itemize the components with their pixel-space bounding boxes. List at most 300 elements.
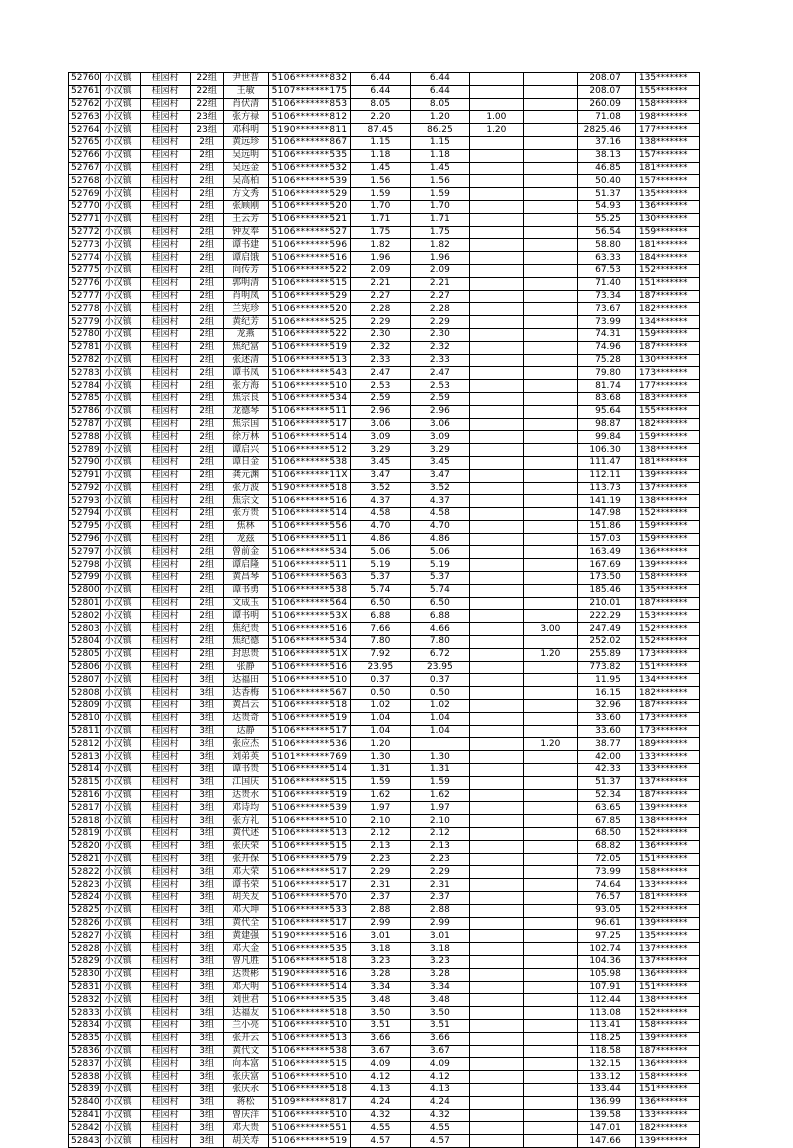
area-col-3-cell bbox=[523, 917, 577, 930]
area-col-3-cell bbox=[523, 584, 577, 597]
area-col-2-cell bbox=[469, 405, 523, 418]
area-col-1-cell: 3.06 bbox=[410, 418, 469, 431]
area-total-cell: 7.92 bbox=[350, 648, 410, 661]
village-cell: 桂园村 bbox=[140, 1096, 190, 1109]
area-col-3-cell bbox=[523, 764, 577, 777]
area-total-cell: 1.30 bbox=[350, 751, 410, 764]
amount-cell: 106.30 bbox=[577, 444, 635, 457]
area-col-1-cell: 2.29 bbox=[410, 866, 469, 879]
group-cell: 22组 bbox=[190, 85, 223, 98]
phone-number-cell: 173******* bbox=[635, 648, 699, 661]
person-name-cell: 肖伏清 bbox=[223, 98, 268, 111]
table-row bbox=[69, 674, 700, 687]
group-cell: 2组 bbox=[190, 367, 223, 380]
area-col-1-cell: 4.37 bbox=[410, 495, 469, 508]
record-number-cell: 52824 bbox=[69, 892, 101, 905]
township-cell: 小汉镇 bbox=[100, 892, 140, 905]
table-row bbox=[69, 1083, 700, 1096]
area-col-2-cell bbox=[469, 968, 523, 981]
area-col-3-cell bbox=[523, 802, 577, 815]
person-name-cell: 张方禄 bbox=[223, 111, 268, 124]
area-col-2-cell bbox=[469, 1007, 523, 1020]
person-name-cell: 黄昌云 bbox=[223, 700, 268, 713]
area-col-1-cell: 2.53 bbox=[410, 380, 469, 393]
area-col-2-cell bbox=[469, 802, 523, 815]
group-cell: 23组 bbox=[190, 111, 223, 124]
township-cell: 小汉镇 bbox=[100, 879, 140, 892]
township-cell: 小汉镇 bbox=[100, 354, 140, 367]
phone-number-cell: 152******* bbox=[635, 904, 699, 917]
township-cell: 小汉镇 bbox=[100, 149, 140, 162]
area-total-cell: 4.32 bbox=[350, 1109, 410, 1122]
area-col-1-cell: 1.96 bbox=[410, 252, 469, 265]
area-total-cell: 2.32 bbox=[350, 341, 410, 354]
village-cell: 桂园村 bbox=[140, 264, 190, 277]
person-name-cell: 谭书勇 bbox=[223, 584, 268, 597]
area-col-3-cell bbox=[523, 610, 577, 623]
area-col-2-cell bbox=[469, 930, 523, 943]
township-cell: 小汉镇 bbox=[100, 981, 140, 994]
table-row bbox=[69, 597, 700, 610]
area-col-2-cell bbox=[469, 1109, 523, 1122]
phone-number-cell: 155******* bbox=[635, 405, 699, 418]
area-col-1-cell: 1.02 bbox=[410, 700, 469, 713]
area-total-cell: 3.29 bbox=[350, 444, 410, 457]
area-col-2-cell bbox=[469, 917, 523, 930]
phone-number-cell: 181******* bbox=[635, 239, 699, 252]
person-name-cell: 黄昌琴 bbox=[223, 572, 268, 585]
record-number-cell: 52834 bbox=[69, 1019, 101, 1032]
group-cell: 3组 bbox=[190, 1135, 223, 1148]
area-col-2-cell bbox=[469, 367, 523, 380]
person-name-cell: 邓大荣 bbox=[223, 866, 268, 879]
record-number-cell: 52828 bbox=[69, 943, 101, 956]
area-col-2-cell bbox=[469, 981, 523, 994]
id-number-cell: 5106*******516 bbox=[268, 661, 350, 674]
person-name-cell: 尹世普 bbox=[223, 73, 268, 86]
township-cell: 小汉镇 bbox=[100, 456, 140, 469]
amount-cell: 93.05 bbox=[577, 904, 635, 917]
area-col-3-cell bbox=[523, 456, 577, 469]
record-number-cell: 52795 bbox=[69, 520, 101, 533]
record-number-cell: 52805 bbox=[69, 648, 101, 661]
area-total-cell: 2.28 bbox=[350, 303, 410, 316]
area-col-2-cell bbox=[469, 815, 523, 828]
village-cell: 桂园村 bbox=[140, 149, 190, 162]
village-cell: 桂园村 bbox=[140, 610, 190, 623]
id-number-cell: 5106*******563 bbox=[268, 572, 350, 585]
area-total-cell: 1.45 bbox=[350, 162, 410, 175]
area-col-1-cell: 4.13 bbox=[410, 1083, 469, 1096]
area-col-3-cell bbox=[523, 303, 577, 316]
table-row bbox=[69, 546, 700, 559]
area-total-cell: 7.66 bbox=[350, 623, 410, 636]
record-number-cell: 52801 bbox=[69, 597, 101, 610]
id-number-cell: 5106*******513 bbox=[268, 354, 350, 367]
area-col-3-cell bbox=[523, 943, 577, 956]
group-cell: 2组 bbox=[190, 149, 223, 162]
person-name-cell: 谭启兴 bbox=[223, 444, 268, 457]
group-cell: 23组 bbox=[190, 124, 223, 137]
amount-cell: 118.58 bbox=[577, 1045, 635, 1058]
area-col-3-cell bbox=[523, 354, 577, 367]
area-total-cell: 3.66 bbox=[350, 1032, 410, 1045]
area-col-3-cell bbox=[523, 341, 577, 354]
area-total-cell: 2.30 bbox=[350, 328, 410, 341]
village-cell: 桂园村 bbox=[140, 239, 190, 252]
group-cell: 3组 bbox=[190, 968, 223, 981]
township-cell: 小汉镇 bbox=[100, 188, 140, 201]
group-cell: 22组 bbox=[190, 98, 223, 111]
area-col-3-cell bbox=[523, 380, 577, 393]
village-cell: 桂园村 bbox=[140, 738, 190, 751]
area-col-2-cell bbox=[469, 1135, 523, 1148]
amount-cell: 113.73 bbox=[577, 482, 635, 495]
group-cell: 2组 bbox=[190, 456, 223, 469]
id-number-cell: 5106*******516 bbox=[268, 252, 350, 265]
id-number-cell: 5106*******510 bbox=[268, 1109, 350, 1122]
township-cell: 小汉镇 bbox=[100, 674, 140, 687]
township-cell: 小汉镇 bbox=[100, 815, 140, 828]
amount-cell: 76.57 bbox=[577, 892, 635, 905]
amount-cell: 46.85 bbox=[577, 162, 635, 175]
township-cell: 小汉镇 bbox=[100, 98, 140, 111]
amount-cell: 71.40 bbox=[577, 277, 635, 290]
person-name-cell: 邓大坤 bbox=[223, 904, 268, 917]
record-number-cell: 52790 bbox=[69, 456, 101, 469]
amount-cell: 118.25 bbox=[577, 1032, 635, 1045]
record-number-cell: 52838 bbox=[69, 1071, 101, 1084]
person-name-cell: 黄纪芳 bbox=[223, 316, 268, 329]
phone-number-cell: 138******* bbox=[635, 495, 699, 508]
phone-number-cell: 139******* bbox=[635, 917, 699, 930]
person-name-cell: 焦宗良 bbox=[223, 392, 268, 405]
amount-cell: 72.05 bbox=[577, 853, 635, 866]
table-row bbox=[69, 136, 700, 149]
id-number-cell: 5106*******536 bbox=[268, 738, 350, 751]
area-col-1-cell: 7.80 bbox=[410, 636, 469, 649]
area-col-2-cell bbox=[469, 879, 523, 892]
area-col-1-cell: 3.51 bbox=[410, 1019, 469, 1032]
person-name-cell: 兰宪珍 bbox=[223, 303, 268, 316]
person-name-cell: 达香梅 bbox=[223, 687, 268, 700]
phone-number-cell: 137******* bbox=[635, 482, 699, 495]
person-name-cell: 胡关友 bbox=[223, 892, 268, 905]
amount-cell: 73.67 bbox=[577, 303, 635, 316]
area-col-1-cell: 1.75 bbox=[410, 226, 469, 239]
id-number-cell: 5106*******518 bbox=[268, 700, 350, 713]
record-number-cell: 52763 bbox=[69, 111, 101, 124]
id-number-cell: 5106*******510 bbox=[268, 815, 350, 828]
phone-number-cell: 130******* bbox=[635, 213, 699, 226]
phone-number-cell: 173******* bbox=[635, 725, 699, 738]
area-col-3-cell bbox=[523, 789, 577, 802]
area-total-cell: 2.59 bbox=[350, 392, 410, 405]
area-col-1-cell: 4.24 bbox=[410, 1096, 469, 1109]
group-cell: 3组 bbox=[190, 930, 223, 943]
area-col-3-cell bbox=[523, 98, 577, 111]
village-cell: 桂园村 bbox=[140, 188, 190, 201]
township-cell: 小汉镇 bbox=[100, 700, 140, 713]
table-row bbox=[69, 815, 700, 828]
area-col-3-cell bbox=[523, 853, 577, 866]
area-total-cell: 2.88 bbox=[350, 904, 410, 917]
phone-number-cell: 152******* bbox=[635, 264, 699, 277]
table-row bbox=[69, 277, 700, 290]
township-cell: 小汉镇 bbox=[100, 277, 140, 290]
township-cell: 小汉镇 bbox=[100, 1007, 140, 1020]
township-cell: 小汉镇 bbox=[100, 828, 140, 841]
phone-number-cell: 158******* bbox=[635, 572, 699, 585]
area-total-cell: 1.18 bbox=[350, 149, 410, 162]
area-total-cell: 6.88 bbox=[350, 610, 410, 623]
township-cell: 小汉镇 bbox=[100, 508, 140, 521]
person-name-cell: 胡关寿 bbox=[223, 1135, 268, 1148]
amount-cell: 147.98 bbox=[577, 508, 635, 521]
person-name-cell: 达福友 bbox=[223, 1007, 268, 1020]
area-col-3-cell bbox=[523, 879, 577, 892]
amount-cell: 83.68 bbox=[577, 392, 635, 405]
id-number-cell: 5106*******517 bbox=[268, 917, 350, 930]
amount-cell: 104.36 bbox=[577, 955, 635, 968]
group-cell: 3组 bbox=[190, 764, 223, 777]
village-cell: 桂园村 bbox=[140, 661, 190, 674]
area-total-cell: 2.53 bbox=[350, 380, 410, 393]
phone-number-cell: 177******* bbox=[635, 124, 699, 137]
area-col-2-cell bbox=[469, 828, 523, 841]
group-cell: 2组 bbox=[190, 418, 223, 431]
person-name-cell: 达静 bbox=[223, 725, 268, 738]
amount-cell: 208.07 bbox=[577, 73, 635, 86]
group-cell: 2组 bbox=[190, 188, 223, 201]
area-col-3-cell: 3.00 bbox=[523, 623, 577, 636]
amount-cell: 141.19 bbox=[577, 495, 635, 508]
table-row bbox=[69, 853, 700, 866]
area-total-cell: 5.74 bbox=[350, 584, 410, 597]
record-number-cell: 52791 bbox=[69, 469, 101, 482]
record-number-cell: 52832 bbox=[69, 994, 101, 1007]
record-number-cell: 52822 bbox=[69, 866, 101, 879]
area-col-3-cell bbox=[523, 930, 577, 943]
record-number-cell: 52813 bbox=[69, 751, 101, 764]
area-col-2-cell bbox=[469, 380, 523, 393]
village-cell: 桂园村 bbox=[140, 1083, 190, 1096]
amount-cell: 79.80 bbox=[577, 367, 635, 380]
amount-cell: 67.85 bbox=[577, 815, 635, 828]
area-col-3-cell bbox=[523, 687, 577, 700]
village-cell: 桂园村 bbox=[140, 981, 190, 994]
record-number-cell: 52814 bbox=[69, 764, 101, 777]
area-total-cell: 87.45 bbox=[350, 124, 410, 137]
record-number-cell: 52833 bbox=[69, 1007, 101, 1020]
area-col-1-cell: 4.70 bbox=[410, 520, 469, 533]
area-total-cell: 1.15 bbox=[350, 136, 410, 149]
group-cell: 2组 bbox=[190, 520, 223, 533]
area-col-3-cell bbox=[523, 892, 577, 905]
area-col-2-cell bbox=[469, 1083, 523, 1096]
amount-cell: 74.31 bbox=[577, 328, 635, 341]
township-cell: 小汉镇 bbox=[100, 1019, 140, 1032]
township-cell: 小汉镇 bbox=[100, 725, 140, 738]
record-number-cell: 52809 bbox=[69, 700, 101, 713]
table-row bbox=[69, 73, 700, 86]
person-name-cell: 黄远珍 bbox=[223, 136, 268, 149]
area-col-3-cell bbox=[523, 572, 577, 585]
person-name-cell: 龙玆 bbox=[223, 533, 268, 546]
amount-cell: 74.64 bbox=[577, 879, 635, 892]
phone-number-cell: 139******* bbox=[635, 469, 699, 482]
village-cell: 桂园村 bbox=[140, 917, 190, 930]
area-col-1-cell: 2.59 bbox=[410, 392, 469, 405]
record-number-cell: 52772 bbox=[69, 226, 101, 239]
amount-cell: 50.40 bbox=[577, 175, 635, 188]
area-col-2-cell bbox=[469, 943, 523, 956]
record-number-cell: 52825 bbox=[69, 904, 101, 917]
village-cell: 桂园村 bbox=[140, 98, 190, 111]
amount-cell: 112.11 bbox=[577, 469, 635, 482]
area-col-3-cell bbox=[523, 85, 577, 98]
group-cell: 22组 bbox=[190, 73, 223, 86]
amount-cell: 63.33 bbox=[577, 252, 635, 265]
id-number-cell: 5106*******522 bbox=[268, 264, 350, 277]
group-cell: 3组 bbox=[190, 1083, 223, 1096]
table-row bbox=[69, 879, 700, 892]
record-number-cell: 52810 bbox=[69, 712, 101, 725]
area-col-1-cell: 2.21 bbox=[410, 277, 469, 290]
id-number-cell: 5107*******175 bbox=[268, 85, 350, 98]
table-row bbox=[69, 1071, 700, 1084]
record-number-cell: 52798 bbox=[69, 559, 101, 572]
person-name-cell: 张庆富 bbox=[223, 1071, 268, 1084]
village-cell: 桂园村 bbox=[140, 85, 190, 98]
area-total-cell: 2.47 bbox=[350, 367, 410, 380]
id-number-cell: 5106*******570 bbox=[268, 892, 350, 905]
phone-number-cell: 133******* bbox=[635, 1109, 699, 1122]
area-col-1-cell: 2.37 bbox=[410, 892, 469, 905]
table-row bbox=[69, 994, 700, 1007]
amount-cell: 99.84 bbox=[577, 431, 635, 444]
village-cell: 桂园村 bbox=[140, 405, 190, 418]
area-col-1-cell: 4.12 bbox=[410, 1071, 469, 1084]
id-number-cell: 5106*******514 bbox=[268, 764, 350, 777]
id-number-cell: 5106*******534 bbox=[268, 392, 350, 405]
id-number-cell: 5106*******867 bbox=[268, 136, 350, 149]
township-cell: 小汉镇 bbox=[100, 392, 140, 405]
amount-cell: 139.58 bbox=[577, 1109, 635, 1122]
person-name-cell: 谭书建 bbox=[223, 239, 268, 252]
table-row bbox=[69, 85, 700, 98]
table-row bbox=[69, 725, 700, 738]
id-number-cell: 5106*******511 bbox=[268, 405, 350, 418]
phone-number-cell: 151******* bbox=[635, 1083, 699, 1096]
phone-number-cell: 133******* bbox=[635, 751, 699, 764]
table-row bbox=[69, 1019, 700, 1032]
area-col-3-cell bbox=[523, 277, 577, 290]
table-row bbox=[69, 149, 700, 162]
id-number-cell: 5106*******853 bbox=[268, 98, 350, 111]
table-row bbox=[69, 226, 700, 239]
area-col-2-cell bbox=[469, 1032, 523, 1045]
area-col-2-cell bbox=[469, 136, 523, 149]
village-cell: 桂园村 bbox=[140, 955, 190, 968]
village-cell: 桂园村 bbox=[140, 136, 190, 149]
area-col-1-cell: 6.44 bbox=[410, 73, 469, 86]
township-cell: 小汉镇 bbox=[100, 764, 140, 777]
record-number-cell: 52761 bbox=[69, 85, 101, 98]
table-row bbox=[69, 943, 700, 956]
id-number-cell: 5106*******527 bbox=[268, 226, 350, 239]
area-total-cell: 1.20 bbox=[350, 738, 410, 751]
area-col-3-cell bbox=[523, 175, 577, 188]
township-cell: 小汉镇 bbox=[100, 866, 140, 879]
table-row bbox=[69, 776, 700, 789]
area-col-3-cell bbox=[523, 1135, 577, 1148]
village-cell: 桂园村 bbox=[140, 636, 190, 649]
area-col-1-cell: 5.74 bbox=[410, 584, 469, 597]
record-number-cell: 52783 bbox=[69, 367, 101, 380]
village-cell: 桂园村 bbox=[140, 418, 190, 431]
area-total-cell: 8.05 bbox=[350, 98, 410, 111]
area-col-3-cell bbox=[523, 751, 577, 764]
area-total-cell: 3.06 bbox=[350, 418, 410, 431]
area-col-1-cell: 2.28 bbox=[410, 303, 469, 316]
area-col-1-cell: 3.28 bbox=[410, 968, 469, 981]
amount-cell: 133.44 bbox=[577, 1083, 635, 1096]
amount-cell: 773.82 bbox=[577, 661, 635, 674]
amount-cell: 102.74 bbox=[577, 943, 635, 956]
area-col-3-cell bbox=[523, 712, 577, 725]
village-cell: 桂园村 bbox=[140, 725, 190, 738]
village-cell: 桂园村 bbox=[140, 1045, 190, 1058]
person-name-cell: 邓大贵 bbox=[223, 1122, 268, 1135]
area-col-2-cell bbox=[469, 1058, 523, 1071]
village-cell: 桂园村 bbox=[140, 943, 190, 956]
area-col-1-cell: 3.50 bbox=[410, 1007, 469, 1020]
id-number-cell: 5106*******521 bbox=[268, 213, 350, 226]
village-cell: 桂园村 bbox=[140, 290, 190, 303]
area-total-cell: 1.04 bbox=[350, 712, 410, 725]
group-cell: 2组 bbox=[190, 303, 223, 316]
amount-cell: 75.28 bbox=[577, 354, 635, 367]
township-cell: 小汉镇 bbox=[100, 968, 140, 981]
area-col-1-cell: 4.57 bbox=[410, 1135, 469, 1148]
area-col-1-cell: 3.34 bbox=[410, 981, 469, 994]
area-col-3-cell: 1.20 bbox=[523, 648, 577, 661]
area-total-cell: 5.37 bbox=[350, 572, 410, 585]
amount-cell: 55.25 bbox=[577, 213, 635, 226]
village-cell: 桂园村 bbox=[140, 892, 190, 905]
amount-cell: 107.91 bbox=[577, 981, 635, 994]
group-cell: 2组 bbox=[190, 226, 223, 239]
person-name-cell: 张方礼 bbox=[223, 815, 268, 828]
area-col-3-cell bbox=[523, 828, 577, 841]
group-cell: 2组 bbox=[190, 239, 223, 252]
id-number-cell: 5106*******539 bbox=[268, 175, 350, 188]
area-col-3-cell bbox=[523, 392, 577, 405]
area-col-1-cell: 3.66 bbox=[410, 1032, 469, 1045]
area-col-2-cell bbox=[469, 520, 523, 533]
amount-cell: 147.01 bbox=[577, 1122, 635, 1135]
phone-number-cell: 182******* bbox=[635, 303, 699, 316]
area-total-cell: 1.70 bbox=[350, 200, 410, 213]
township-cell: 小汉镇 bbox=[100, 316, 140, 329]
phone-number-cell: 136******* bbox=[635, 968, 699, 981]
id-number-cell: 5106*******519 bbox=[268, 789, 350, 802]
area-col-2-cell bbox=[469, 418, 523, 431]
area-total-cell: 0.50 bbox=[350, 687, 410, 700]
person-name-cell: 张应杰 bbox=[223, 738, 268, 751]
area-total-cell: 5.19 bbox=[350, 559, 410, 572]
